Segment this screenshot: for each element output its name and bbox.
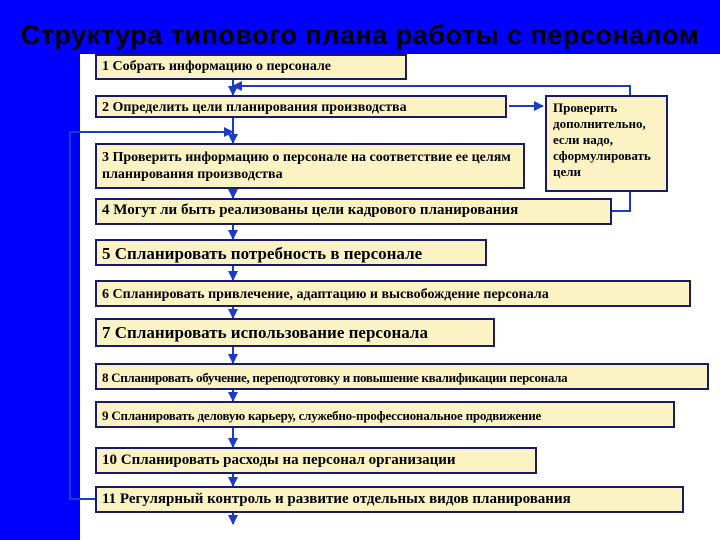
step-9: 9 Спланировать деловую карьеру, служебно-профессиональное продвижение <box>95 401 675 428</box>
step-4: 4 Могут ли быть реализованы цели кадрового планирования <box>95 198 612 225</box>
step-1: 1 Собрать информацию о персонале <box>95 54 407 80</box>
step-8: 8 Спланировать обучение, переподготовку и повышение квалификации персонала <box>95 363 709 390</box>
step-7: 7 Спланировать использование персонала <box>95 318 495 347</box>
step-11: 11 Регулярный контроль и развитие отдельных видов планирования <box>95 486 684 513</box>
step-5: 5 Спланировать потребность в персонале <box>95 239 487 266</box>
step-2: 2 Определить цели планирования производства <box>95 95 507 118</box>
step-3: 3 Проверить информацию о персонале на соответствие ее целям планирования производства <box>95 143 525 189</box>
page-title: Структура типового плана работы с персоналом <box>20 20 700 50</box>
step-10: 10 Спланировать расходы на персонал организации <box>95 447 537 474</box>
step-6: 6 Спланировать привлечение, адаптацию и высвобождение персонала <box>95 280 691 307</box>
check-note: Проверить дополнительно, если надо, сформулировать цели <box>545 95 668 192</box>
